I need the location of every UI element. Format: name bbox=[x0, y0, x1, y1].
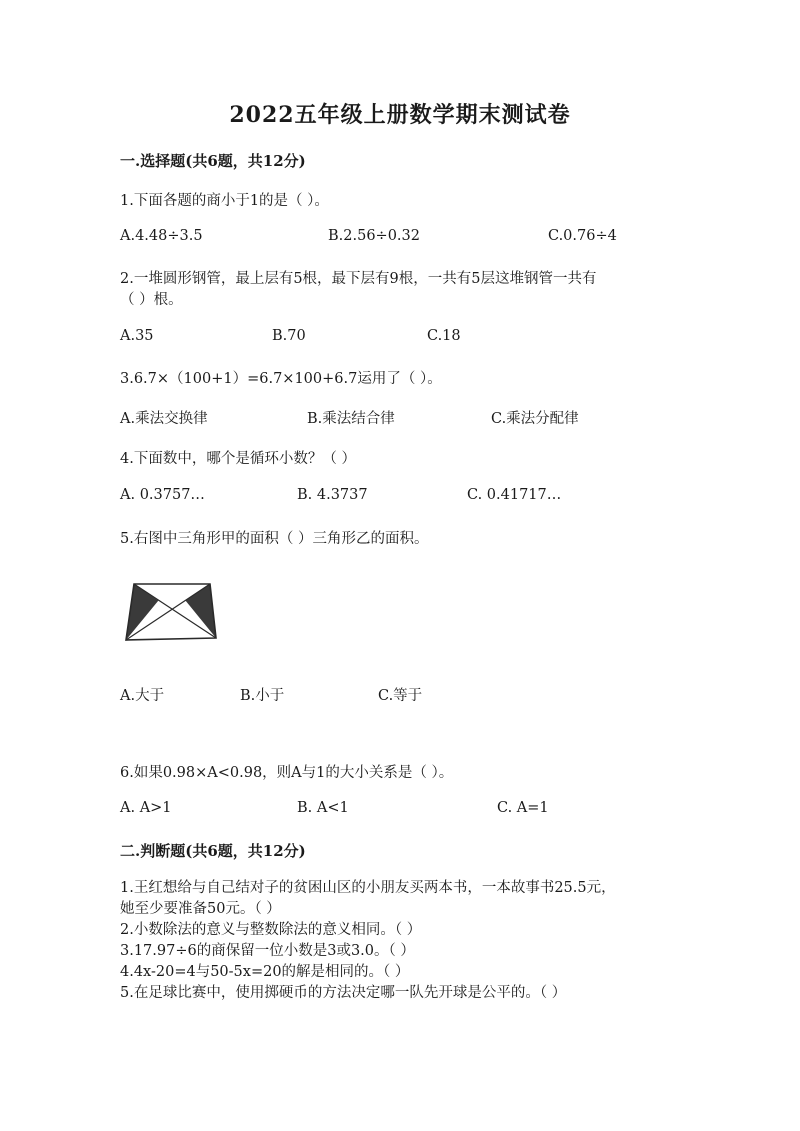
q5-option-a: A.大于 bbox=[120, 688, 165, 704]
q1-option-a: A.4.48÷3.5 bbox=[120, 228, 203, 244]
q1-option-b: B.2.56÷0.32 bbox=[328, 228, 420, 244]
question-4: 4.下面数中，哪个是循环小数？（ ） bbox=[120, 451, 356, 467]
q4-option-a: A. 0.3757… bbox=[120, 487, 205, 503]
q3-option-c: C.乘法分配律 bbox=[491, 411, 579, 427]
judgement-3: 3.17.97÷6的商保留一位小数是3或3.0。（ ） bbox=[120, 943, 415, 959]
judgement-5: 5.在足球比赛中，使用掷硬币的方法决定哪一队先开球是公平的。（ ） bbox=[120, 985, 567, 1001]
question-6: 6.如果0.98×A<0.98，则A与1的大小关系是（ ）。 bbox=[120, 765, 454, 781]
q4-option-c: C. 0.41717… bbox=[467, 487, 562, 503]
q5-option-c: C.等于 bbox=[378, 688, 423, 704]
judgement-1-line-2: 她至少要准备50元。（ ） bbox=[120, 901, 281, 917]
section-heading-choice: 一.选择题(共6题，共12分) bbox=[120, 152, 306, 170]
q6-option-a: A. A>1 bbox=[120, 800, 172, 816]
page-title: 2022五年级上册数学期末测试卷 bbox=[229, 102, 571, 128]
question-5: 5.右图中三角形甲的面积（ ）三角形乙的面积。 bbox=[120, 531, 429, 547]
q6-option-c: C. A=1 bbox=[497, 800, 549, 816]
q1-option-c: C.0.76÷4 bbox=[548, 228, 617, 244]
question-2-line-1: 2.一堆圆形钢管，最上层有5根，最下层有9根，一共有5层这堆钢管一共有 bbox=[120, 271, 597, 287]
q3-option-b: B.乘法结合律 bbox=[307, 411, 395, 427]
judgement-2: 2.小数除法的意义与整数除法的意义相同。（ ） bbox=[120, 922, 422, 938]
judgement-1-line-1: 1.王红想给与自己结对子的贫困山区的小朋友买两本书，一本故事书25.5元， bbox=[120, 880, 616, 896]
judgement-4: 4.4x-20=4与50-5x=20的解是相同的。（ ） bbox=[120, 964, 410, 980]
q2-option-c: C.18 bbox=[427, 328, 461, 344]
q2-option-b: B.70 bbox=[272, 328, 306, 344]
q3-option-a: A.乘法交换律 bbox=[120, 411, 208, 427]
question-3: 3.6.7×（100+1）=6.7×100+6.7运用了（ ）。 bbox=[120, 371, 442, 387]
q5-option-b: B.小于 bbox=[240, 688, 285, 704]
question-1: 1.下面各题的商小于1的是（ ）。 bbox=[120, 193, 329, 209]
triangles-figure bbox=[120, 580, 220, 642]
q2-option-a: A.35 bbox=[120, 328, 154, 344]
q6-option-b: B. A<1 bbox=[297, 800, 349, 816]
section-heading-judgement: 二.判断题(共6题，共12分) bbox=[120, 842, 306, 860]
q4-option-b: B. 4.3737 bbox=[297, 487, 368, 503]
question-2-line-2: （ ）根。 bbox=[120, 292, 183, 308]
